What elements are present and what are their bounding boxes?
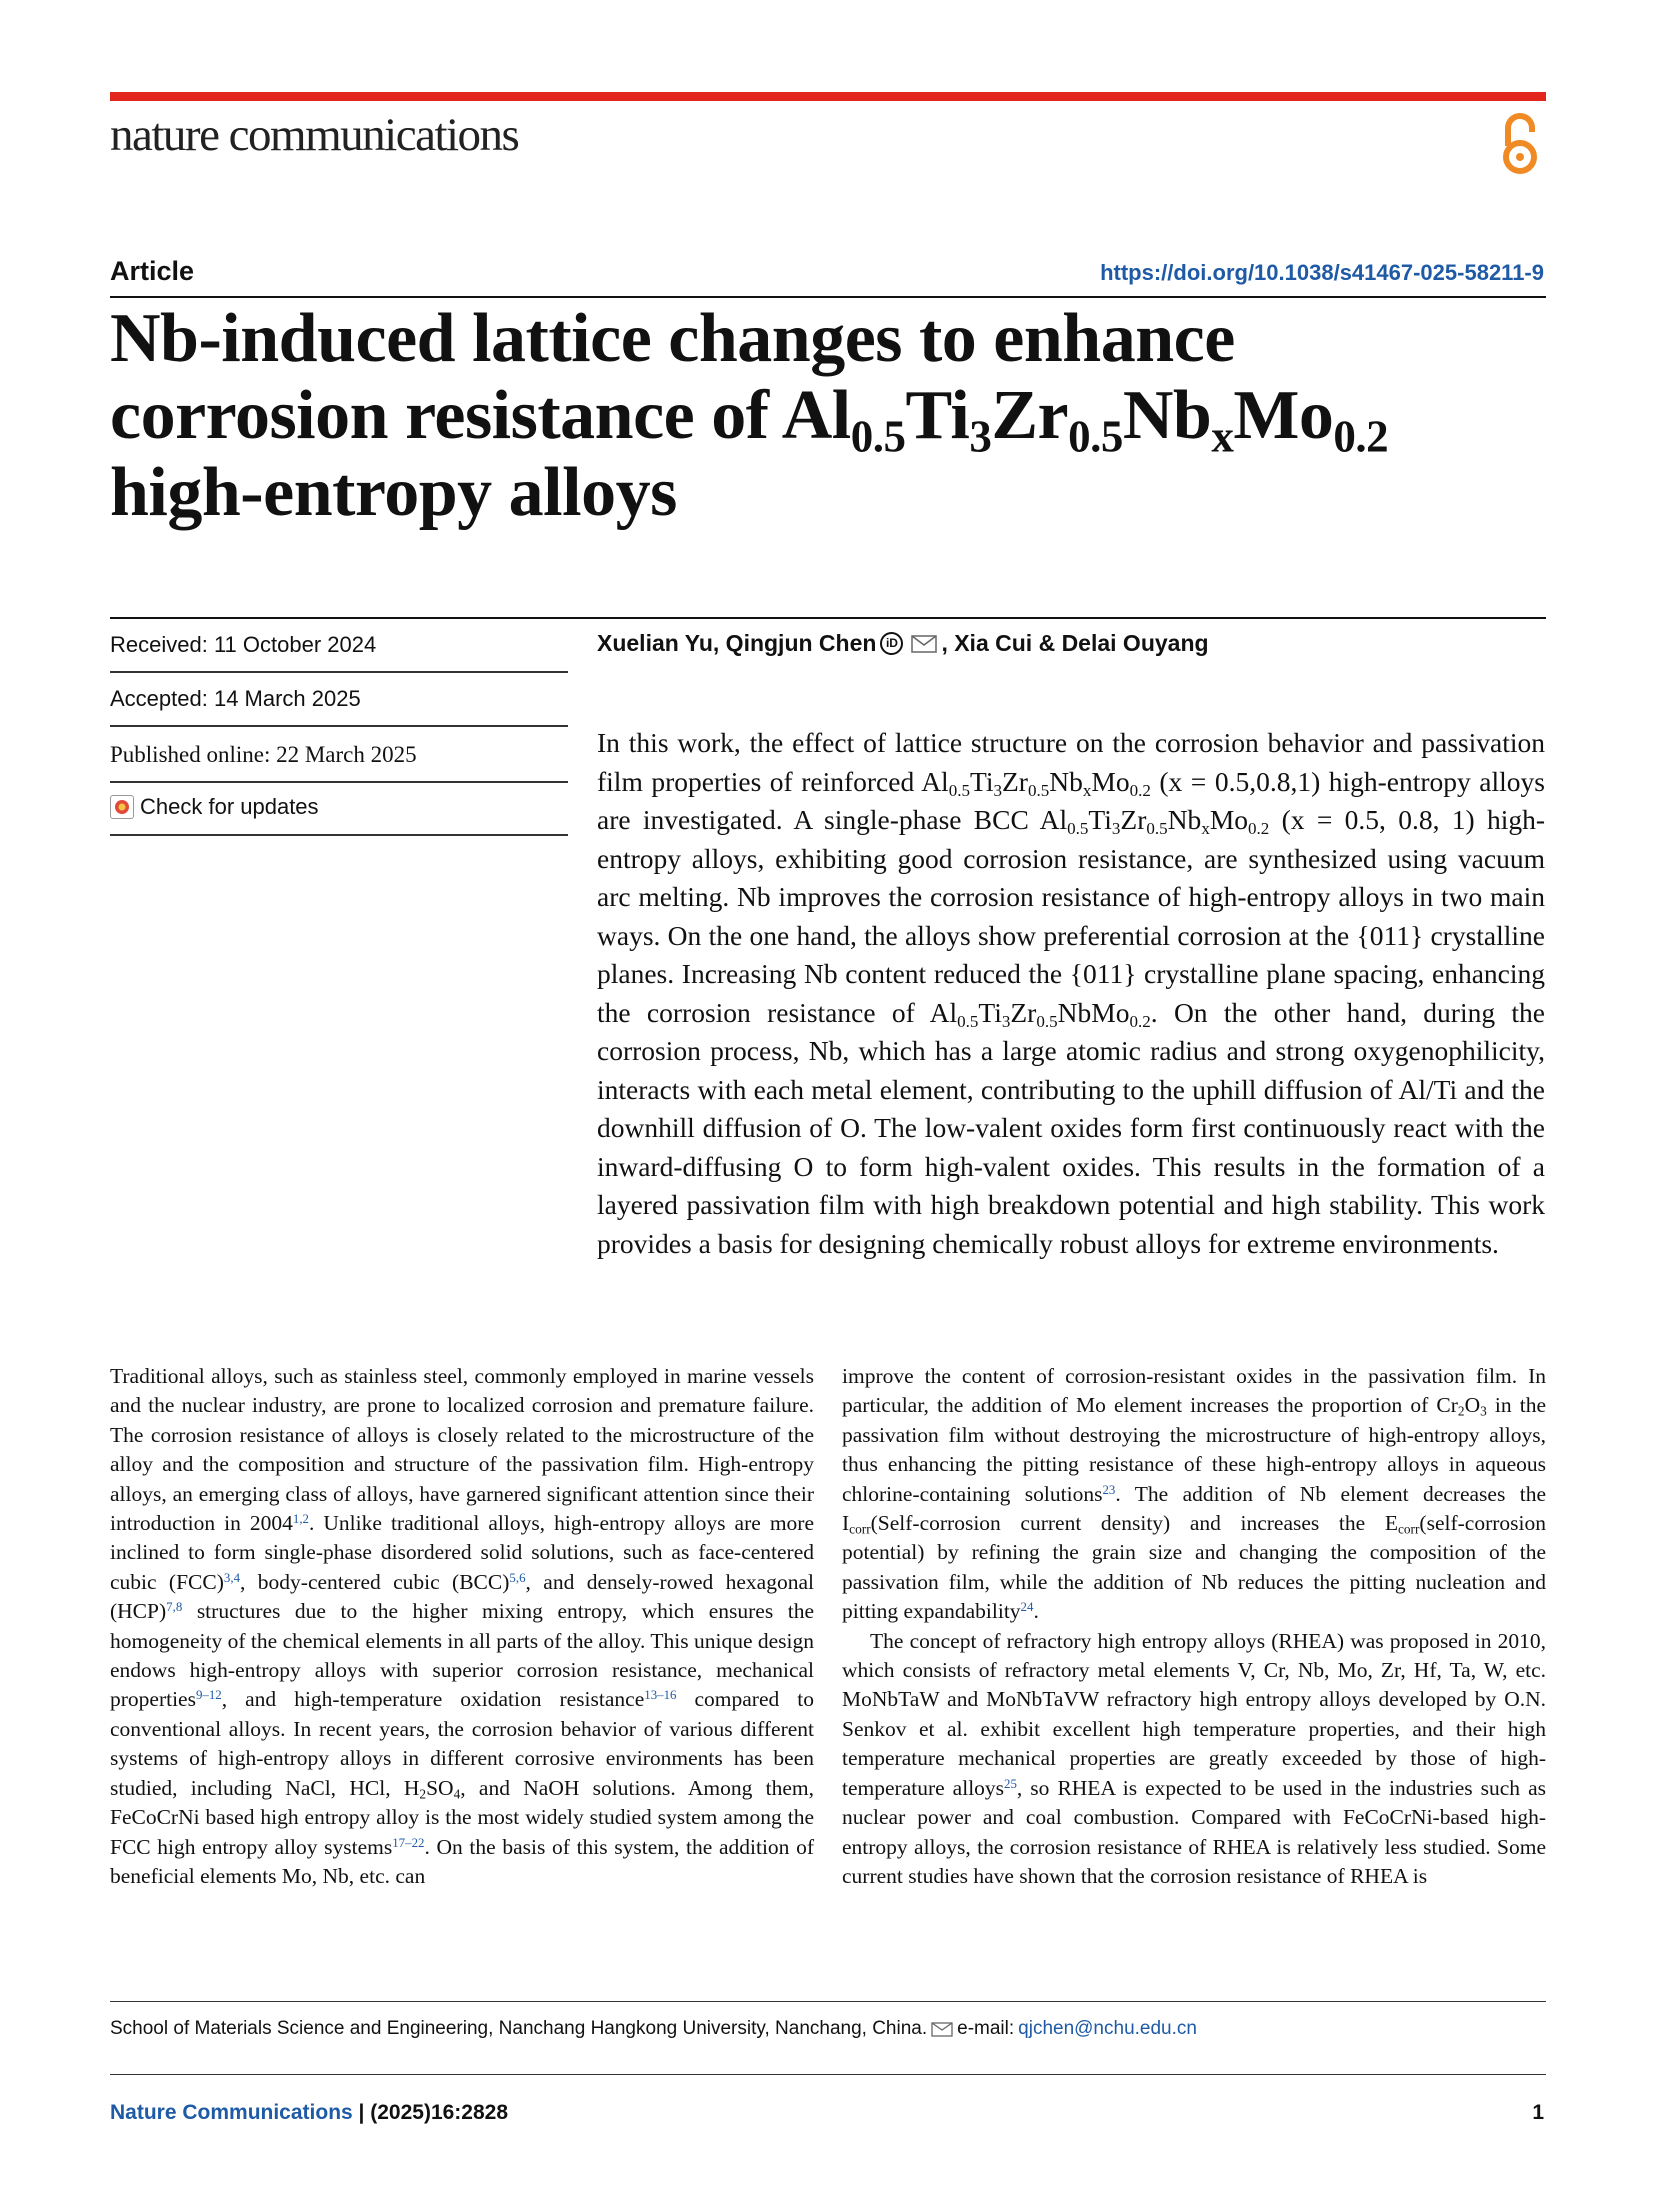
doi-link[interactable]: https://doi.org/10.1038/s41467-025-58211-9 — [1100, 260, 1544, 285]
citation-link[interactable]: 9–12 — [195, 1688, 222, 1703]
citation-link[interactable]: 23 — [1102, 1482, 1116, 1497]
meta-rule — [110, 617, 1546, 619]
published-date: Published online: 22 March 2025 — [110, 742, 417, 767]
footer-citation: Nature Communications | (2025)16:2828 — [110, 2101, 509, 2124]
title-rule — [110, 296, 1546, 298]
check-for-updates-button[interactable] — [110, 794, 568, 820]
check-updates-label: Check for updates — [140, 794, 319, 819]
citation-link[interactable]: 25 — [1004, 1776, 1017, 1791]
affiliation — [110, 2018, 1197, 2040]
article-title: Nb-induced lattice changes to enhance corrosion resistance of $Al_{0.5}Ti_3Zr_{0.5}Nb_xMo_{0.2}$ high-entropy alloys — [110, 300, 1389, 531]
mail-icon — [931, 2022, 953, 2037]
open-access-icon[interactable] — [1500, 110, 1540, 178]
email-label: e-mail: — [957, 2018, 1015, 2039]
citation-link[interactable]: 3,4 — [223, 1570, 241, 1585]
body-column-left — [110, 1362, 814, 1891]
footer-rule — [110, 2074, 1546, 2075]
journal-name: nature communications — [110, 109, 519, 161]
email-link[interactable]: qjchen@nchu.edu.cn — [1018, 2018, 1197, 2039]
check-updates-icon — [110, 795, 134, 819]
citation-link[interactable]: 17–22 — [392, 1835, 425, 1850]
body-column-right — [842, 1362, 1546, 1891]
page-number: 1 — [1532, 2101, 1544, 2124]
paragraph: The concept of refractory high entropy alloys (RHEA) was proposed in 2010, which consists of refractory metal elements V, Cr, Nb, Mo, Zr, Hf, Ta, W, etc. MoNbTaW and MoNbTaVW refractory high entropy alloys developed by O.N. Senkov et al. exhibit excellent high temperature properties, and their high temperature mechanical properties are greatly exceeded by those of high-temperature alloys$^{25}$, so RHEA is expected to be used in the industries such as nuclear power and coal combustion. Compared with FeCoCrNi-based high-entropy alloys, the corrosion resistance of RHEA is relatively less studied. Some current studies have shown that the corrosion resistance of RHEA is — [842, 1628, 1546, 1888]
abstract: In this work, the effect of lattice structure on the corrosion behavior and passivation film properties of reinforced $Al_{0.5}Ti_3Zr_{0.5}Nb_xMo_{0.2}$ (x = 0.5,0.8,1) high-entropy alloys are investigated. A single-phase BCC $Al_{0.5}Ti_3Zr_{0.5}Nb_xMo_{0.2}$ (x = 0.5, 0.8, 1) high-entropy alloys, exhibiting good corrosion resistance, are synthesized using vacuum arc melting. Nb improves the corrosion resistance of high-entropy alloys in two main ways. On the one hand, the alloys show preferential corrosion at the {011} crystalline planes. Increasing Nb content reduced the {011} crystalline plane spacing, enhancing the corrosion resistance of $Al_{0.5}Ti_3Zr_{0.5}NbMo_{0.2}$. On the other hand, during the corrosion process, Nb, which has a large atomic radius and strong oxygenophilicity, interacts with each metal element, contributing to the uphill diffusion of Al/Ti and the downhill diffusion of O. The low-valent oxides form first continuously react with the inward-diffusing O to form high-valent oxides. This results in the formation of a layered passivation film with high breakdown potential and high stability. This work provides a basis for designing chemically robust alloys for extreme environments. — [597, 727, 1546, 1259]
footer-journal-link[interactable]: Nature Communications — [110, 2101, 353, 2124]
authors-part1: Xuelian Yu, Qingjun Chen — [597, 630, 877, 656]
author-list — [597, 630, 1209, 657]
accepted-date: Accepted: 14 March 2025 — [110, 686, 361, 711]
orcid-icon[interactable]: iD — [880, 632, 903, 655]
citation-link[interactable]: 1,2 — [292, 1511, 309, 1526]
authors-part2: , Xia Cui & Delai Ouyang — [941, 630, 1209, 656]
paragraph: improve the content of corrosion-resistant oxides in the passivation film. In particular, the addition of Mo element increases the proportion of $Cr_2O_3$ in the passivation film without destroying the microstructure of high-entropy alloys, thus enhancing the pitting resistance of these high-entropy alloys in aqueous chlorine-containing solutions$^{23}$. The addition of Nb element decreases the $I_{corr}(Self$-corrosion current density) and increases the $E_{corr}(self$-corrosion potential) by refining the grain size and changing the composition of the passivation film, while the addition of Nb reduces the pitting nucleation and pitting expandability$^{24}$. — [842, 1364, 1547, 1624]
divider — [110, 834, 568, 836]
citation-link[interactable]: 13–16 — [644, 1688, 677, 1703]
article-type: Article — [110, 256, 195, 286]
received-date: Received: 11 October 2024 — [110, 632, 377, 657]
paragraph: Traditional alloys, such as stainless steel, commonly employed in marine vessels and the nuclear industry, are prone to localized corrosion and premature failure. The corrosion resistance of alloys is closely related to the microstructure of the alloy and the composition and structure of the passivation film. High-entropy alloys, an emerging class of alloys, have garnered significant attention since their introduction in 2004$^{1,2}$. Unlike traditional alloys, high-entropy alloys are more inclined to form single-phase disordered solid solutions, such as face-centered cubic (FCC)$^{3,4}$, body-centered cubic (BCC)$^{5,6}$, and densely-rowed hexagonal (HCP)$^{7,8}$ structures due to the higher mixing entropy, which ensures the homogeneity of the chemical elements in all parts of the alloy. This unique design endows high-entropy alloys with superior corrosion resistance, mechanical properties$^{9-12}$, and high-temperature oxidation resistance$^{13-16}$ compared to conventional alloys. In recent years, the corrosion behavior of various different systems of high-entropy alloys in different corrosive environments has been studied, including NaCl, HCl, $H_2SO_4$, and NaOH solutions. Among them, FeCoCrNi based high entropy alloy is the most widely studied system among the FCC high entropy alloy systems$^{17-22}$. On the basis of this system, the addition of beneficial elements Mo, Nb, etc. can — [110, 1364, 814, 1888]
header-accent-bar — [110, 92, 1546, 101]
citation-link[interactable]: 5,6 — [509, 1570, 526, 1585]
mail-icon[interactable] — [911, 635, 937, 653]
affiliation-rule — [110, 2001, 1546, 2002]
affiliation-text: School of Materials Science and Engineering, Nanchang Hangkong University, Nanchang, China. — [110, 2018, 928, 2039]
citation-link[interactable]: 7,8 — [166, 1600, 183, 1615]
citation-link[interactable]: 24 — [1020, 1600, 1034, 1615]
divider — [110, 725, 568, 727]
divider — [110, 671, 568, 673]
divider — [110, 781, 568, 783]
